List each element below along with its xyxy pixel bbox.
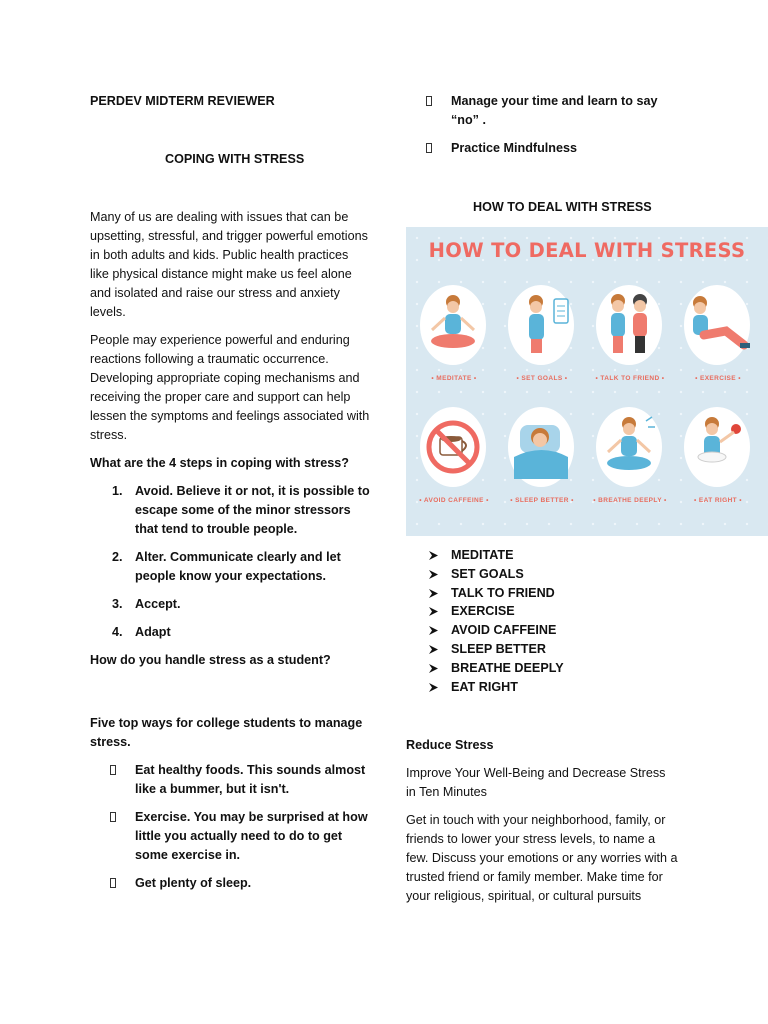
arrow-bullet-icon: [428, 606, 439, 617]
list-item: [90, 548, 370, 586]
tip-text: AVOID CAFFEINE: [451, 623, 557, 638]
list-item: [90, 808, 370, 865]
arrow-bullet-icon: [428, 569, 439, 580]
breathe-icon: [586, 407, 676, 497]
step-number: 1.: [112, 484, 123, 498]
arrow-bullet-icon: [428, 588, 439, 599]
list-item: [90, 761, 370, 799]
reduce-stress-title: Reduce Stress: [406, 738, 494, 752]
list-item: [406, 92, 676, 130]
list-item: [90, 874, 370, 893]
apple-icon: [674, 407, 764, 497]
caption-meditate: • MEDITATE •: [431, 375, 477, 382]
list-item: [406, 139, 676, 158]
exercise-figure: [674, 285, 764, 405]
ways-continued: [406, 92, 676, 167]
infographic-title: HOW TO DEAL WITH STRESS: [428, 239, 746, 262]
way-text: Get plenty of sleep.: [135, 876, 252, 890]
meditate-figure: [410, 285, 500, 405]
left-column-body: [90, 208, 370, 679]
way-text: Eat healthy foods. This sounds almost like a bummer, but it isn't.: [135, 763, 366, 796]
tip-text: SET GOALS: [451, 566, 524, 581]
breathe-deeply-figure: [586, 407, 676, 527]
caption-avoid-caffeine: • AVOID CAFFEINE •: [419, 497, 489, 504]
bullet-box-icon: [110, 878, 116, 888]
step-text: Alter. Communicate clearly and let people know your expectations.: [135, 550, 341, 583]
step-text: Adapt: [135, 625, 171, 639]
way-text: Manage your time and learn to say “no” .: [451, 94, 658, 127]
caption-eat-right: • EAT RIGHT •: [694, 497, 742, 504]
arrow-bullet-icon: [428, 682, 439, 693]
arrow-bullet-icon: [428, 644, 439, 655]
way-text: Practice Mindfulness: [451, 141, 577, 155]
talk-to-friend-figure: [586, 285, 676, 405]
question-five-ways: Five top ways for college students to manage stress.: [90, 716, 363, 749]
tip-text: EXERCISE: [451, 604, 515, 619]
intro-paragraph-1: Many of us are dealing with issues that can be upsetting, stressful, and trigger powerful emotions in both adults and kids. Public health practices like physical distance might make us feel alone and isolated and raise our stress and anxiety levels.: [90, 210, 368, 319]
question-four-steps: What are the 4 steps in coping with stress?: [90, 456, 349, 470]
steps-list: [90, 482, 370, 642]
tips-list: [406, 546, 706, 696]
caption-talk-to-friend: • TALK TO FRIEND •: [595, 375, 665, 382]
step-text: Accept.: [135, 597, 181, 611]
question-student-stress: How do you handle stress as a student?: [90, 653, 331, 667]
way-text: Exercise. You may be surprised at how little you actually need to do to get some exercise in.: [135, 810, 368, 862]
step-number: 3.: [112, 597, 123, 611]
list-item: [90, 623, 370, 642]
step-text: Avoid. Believe it or not, it is possible to escape some of the minor stressors that tend to trouble people.: [135, 484, 370, 536]
section-title-how-to-deal: HOW TO DEAL WITH STRESS: [473, 200, 652, 214]
bullet-box-icon: [426, 96, 432, 106]
clipboard-icon: [498, 285, 588, 375]
list-item: [406, 546, 706, 565]
exercise-icon: [674, 285, 764, 375]
tip-text: SLEEP BETTER: [451, 641, 546, 656]
reduce-stress-subtitle: Improve Your Well-Being and Decrease Stress in Ten Minutes: [406, 766, 666, 799]
arrow-bullet-icon: [428, 625, 439, 636]
no-coffee-icon: [410, 407, 500, 497]
caption-set-goals: • SET GOALS •: [516, 375, 568, 382]
stress-infographic: [406, 227, 768, 536]
reduce-stress-section: [406, 736, 678, 915]
list-item: [406, 621, 706, 640]
caption-exercise: • EXERCISE •: [695, 375, 741, 382]
arrow-bullet-icon: [428, 663, 439, 674]
list-item: [406, 640, 706, 659]
tips-section: [406, 546, 706, 696]
list-item: [90, 482, 370, 539]
caption-sleep-better: • SLEEP BETTER •: [510, 497, 574, 504]
list-item: [406, 584, 706, 603]
set-goals-figure: [498, 285, 588, 405]
bullet-box-icon: [110, 765, 116, 775]
list-item: [406, 659, 706, 678]
bullet-box-icon: [426, 143, 432, 153]
tip-text: EAT RIGHT: [451, 679, 518, 694]
eat-right-figure: [674, 407, 764, 527]
list-item: [406, 678, 706, 697]
tip-text: MEDITATE: [451, 548, 514, 562]
caption-breathe-deeply: • BREATHE DEEPLY •: [593, 497, 667, 504]
tip-text: TALK TO FRIEND: [451, 585, 555, 600]
bullet-box-icon: [110, 812, 116, 822]
friends-icon: [586, 285, 676, 375]
ways-section: [90, 714, 370, 902]
step-number: 2.: [112, 550, 123, 564]
sleep-icon: [498, 407, 588, 497]
section-title-coping: COPING WITH STRESS: [165, 152, 305, 166]
meditate-icon: [410, 285, 500, 375]
arrow-bullet-icon: [428, 550, 439, 561]
list-item: [406, 602, 706, 621]
sleep-better-figure: [498, 407, 588, 527]
intro-paragraph-2: People may experience powerful and enduring reactions following a traumatic occurrence. Developing appropriate coping mechanisms and receiving the proper care and support can help lessen the symptoms and feelings associated with stress.: [90, 333, 370, 442]
avoid-caffeine-figure: [410, 407, 500, 527]
document-title: PERDEV MIDTERM REVIEWER: [90, 94, 275, 108]
reduce-stress-body: Get in touch with your neighborhood, family, or friends to lower your stress levels, to name a few. Discuss your emotions or any worries with a trusted friend or family member. Make time for your religious, spiritual, or cultural pursuits: [406, 813, 678, 903]
list-item: [90, 595, 370, 614]
tip-text: BREATHE DEEPLY: [451, 660, 564, 675]
list-item: [406, 565, 706, 584]
step-number: 4.: [112, 625, 123, 639]
